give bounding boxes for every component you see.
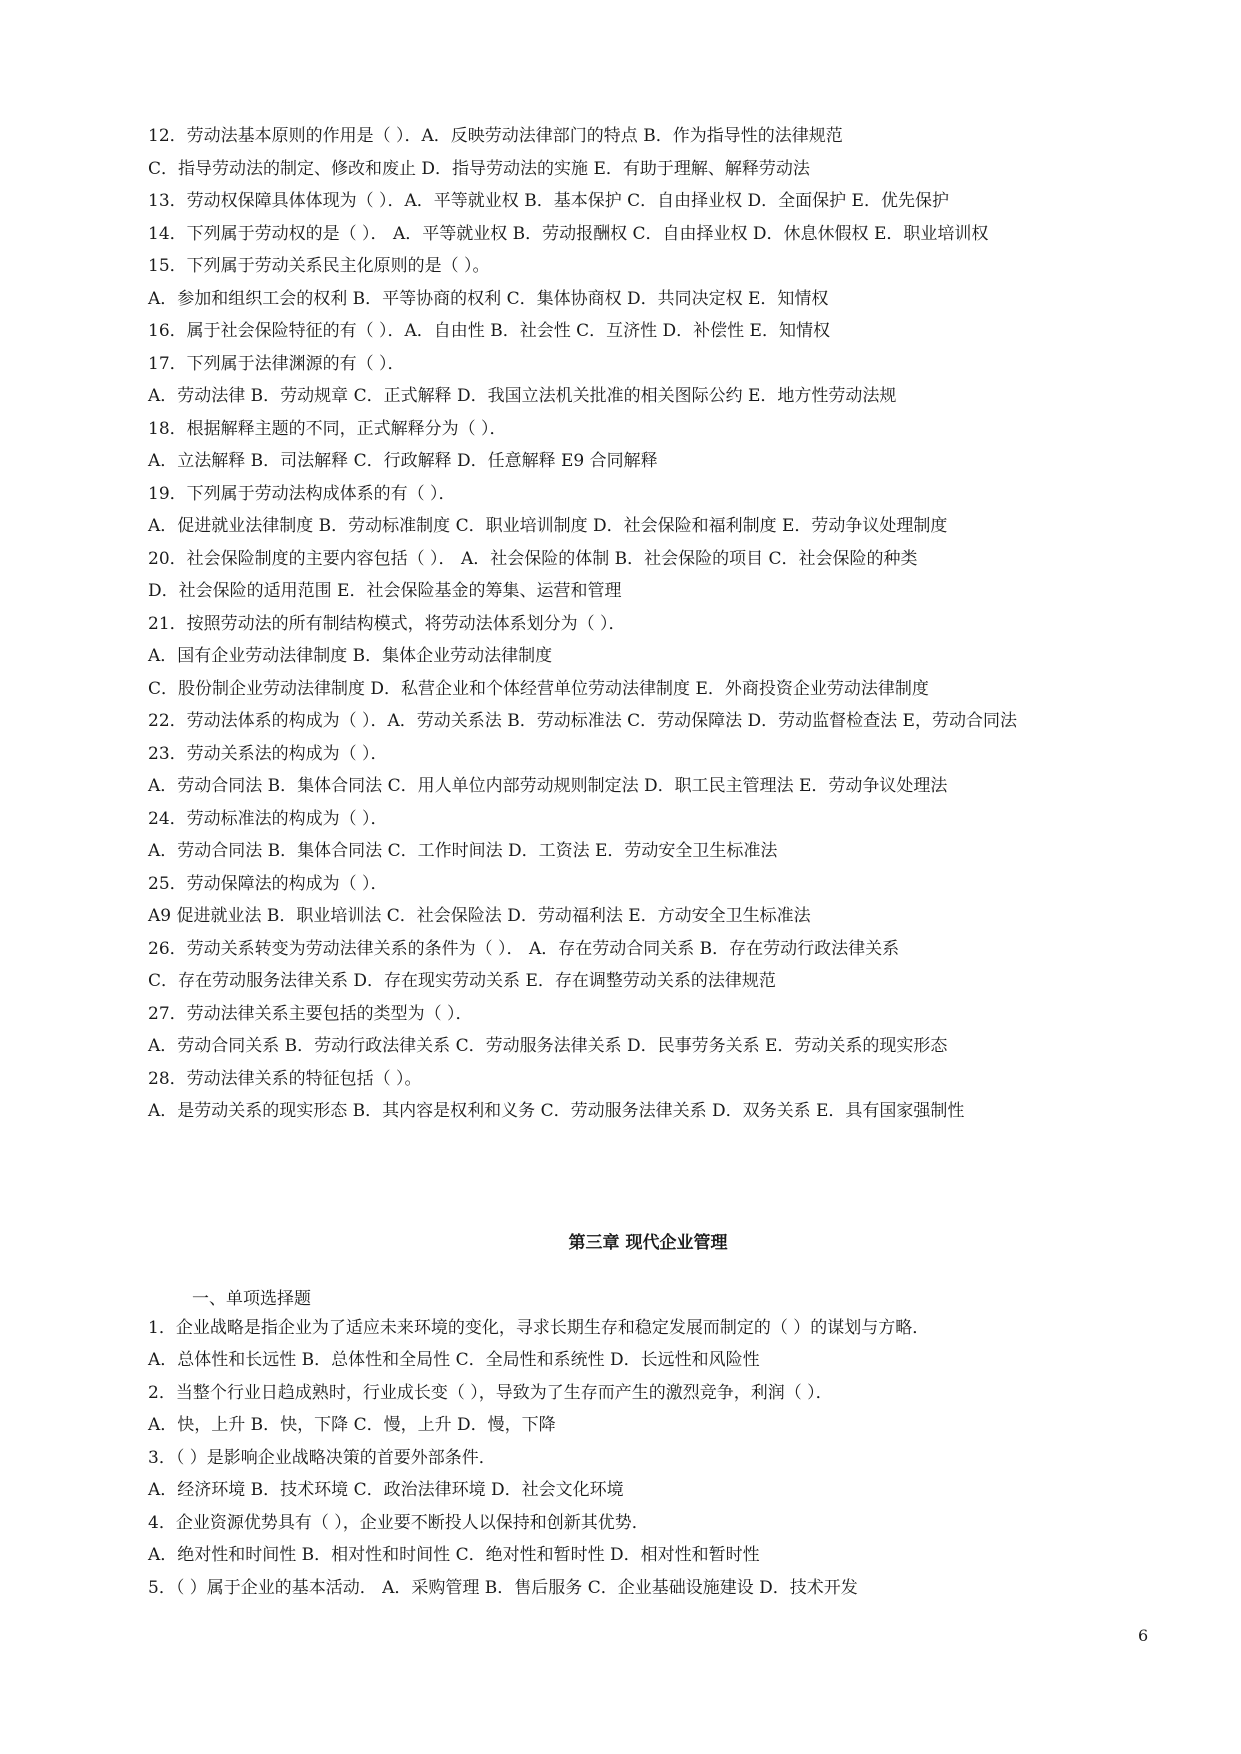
text-line: 15．下列属于劳动关系民主化原则的是（ ）。 <box>148 256 490 276</box>
text-line: 14．下列属于劳动权的是（ ）． A．平等就业权 B．劳动报酬权 C．自由择业权 D．休息休假权 E．职业培训权 <box>148 223 989 244</box>
text-line: A．立法解释 B．司法解释 C．行政解释 D．任意解释 E9 合同解释 <box>148 451 658 471</box>
text-line: A．促进就业法律制度 B．劳动标准制度 C．职业培训制度 D．社会保险和福利制度 E．劳动争议处理制度 <box>148 516 948 536</box>
text-line: A．绝对性和时间性 B．相对性和时间性 C．绝对性和暂时性 D．相对性和暂时性 <box>148 1545 760 1565</box>
text-line: 3．（ ）是影响企业战略决策的首要外部条件． <box>148 1447 496 1468</box>
text-line: 24．劳动标准法的构成为（ ）． <box>148 808 388 829</box>
text-line: A．劳动合同法 B．集体合同法 C．用人单位内部劳动规则制定法 D．职工民主管理法 E．劳动争议处理法 <box>148 776 948 796</box>
text-line: 1．企业战略是指企业为了适应未来环境的变化，寻求长期生存和稳定发展而制定的（ ）的谋划与方略． <box>148 1317 930 1338</box>
text-line: 16．属于社会保险特征的有（ ）．A．自由性 B．社会性 C．互济性 D．补偿性 E．知情权 <box>148 321 830 341</box>
chapter-title <box>148 1214 1148 1272</box>
text-line: A．劳动合同关系 B．劳动行政法律关系 C．劳动服务法律关系 D．民事劳务关系 E．劳动关系的现实形态 <box>148 1036 948 1056</box>
text-line: 17．下列属于法律渊源的有（ ）． <box>148 353 405 374</box>
section-title: 一、单项选择题 <box>192 1288 311 1309</box>
page-body <box>148 120 1148 1604</box>
text-line: D．社会保险的适用范围 E．社会保险基金的筹集、运营和管理 <box>148 581 622 601</box>
text-line: C．股份制企业劳动法律制度 D．私营企业和个体经营单位劳动法律制度 E．外商投资企业劳动法律制度 <box>148 678 929 699</box>
text-line: A9 促进就业法 B．职业培训法 C．社会保险法 D．劳动福利法 E．方动安全卫生标准法 <box>148 906 811 926</box>
text-line: 27．劳动法律关系主要包括的类型为（ ）． <box>148 1003 473 1024</box>
text-line: A．劳动法律 B．劳动规章 C．正式解释 D．我国立法机关批准的相关图际公约 E．地方性劳动法规 <box>148 386 897 406</box>
text-line: 23．劳动关系法的构成为（ ）． <box>148 743 388 764</box>
text-line: 19．下列属于劳动法构成体系的有（ ）． <box>148 483 456 504</box>
text-line: A．参加和组织工会的权利 B．平等协商的权利 C．集体协商权 D．共同决定权 E．知情权 <box>148 288 829 309</box>
text-line: 26．劳动关系转变为劳动法律关系的条件为（ ）． A．存在劳动合同关系 B．存在劳动行政法律关系 <box>148 938 900 959</box>
text-line: 18．根据解释主题的不同，正式解释分为（ ）． <box>148 418 507 439</box>
text-line: 4．企业资源优势具有（ ），企业要不断投人以保持和创新其优势． <box>148 1512 649 1533</box>
text-line: 22．劳动法体系的构成为（ ）．A．劳动关系法 B．劳动标准法 C．劳动保障法 D．劳动监督检查法 E，劳动合同法 <box>148 711 1017 731</box>
text-line: 21．按照劳动法的所有制结构模式，将劳动法体系划分为（ ）． <box>148 613 626 634</box>
text-line: C．指导劳动法的制定、修改和废止 D．指导劳动法的实施 E．有助于理解、解释劳动法 <box>148 158 810 179</box>
text-line: C．存在劳动服务法律关系 D．存在现实劳动关系 E．存在调整劳动关系的法律规范 <box>148 971 776 991</box>
page-number: 6 <box>1138 1626 1149 1645</box>
questions-part-a <box>148 120 1148 1128</box>
questions-part-b <box>148 1312 1148 1605</box>
text-line: A．总体性和长远性 B．总体性和全局性 C．全局性和系统性 D．长远性和风险性 <box>148 1350 760 1370</box>
text-line: A．是劳动关系的现实形态 B．其内容是权利和义务 C．劳动服务法律关系 D．双务关系 E．具有国家强制性 <box>148 1101 965 1121</box>
text-line: A．国有企业劳动法律制度 B．集体企业劳动法律制度 <box>148 646 553 666</box>
chapter-title-text: 第三章 现代企业管理 <box>568 1232 728 1253</box>
text-line: 12．劳动法基本原则的作用是（ ）．A．反映劳动法律部门的特点 B．作为指导性的法律规范 <box>148 126 843 146</box>
text-line: 2．当整个行业日趋成熟时，行业成长变（ ），导致为了生存而产生的激烈竞争，利润（ ）． <box>148 1382 833 1403</box>
text-line: A．劳动合同法 B．集体合同法 C．工作时间法 D．工资法 E．劳动安全卫生标准法 <box>148 841 778 861</box>
text-line: A．快，上升 B．快，下降 C．慢，上升 D．慢，下降 <box>148 1415 556 1435</box>
text-line: 28．劳动法律关系的特征包括（ ）。 <box>148 1068 422 1089</box>
text-line: A．经济环境 B．技术环境 C．政治法律环境 D．社会文化环境 <box>148 1480 624 1500</box>
text-line: 5．（ ）属于企业的基本活动． A．采购管理 B．售后服务 C．企业基础设施建设 D．技术开发 <box>148 1577 858 1598</box>
text-line: 20．社会保险制度的主要内容包括（ ）． A．社会保险的体制 B．社会保险的项目 C．社会保险的种类 <box>148 548 918 569</box>
vertical-gap <box>148 1128 1148 1214</box>
text-line: 13．劳动权保障具体体现为（ ）．A．平等就业权 B．基本保护 C．自由择业权 D．全面保护 E．优先保护 <box>148 191 949 211</box>
text-line: 25．劳动保障法的构成为（ ）． <box>148 873 388 894</box>
